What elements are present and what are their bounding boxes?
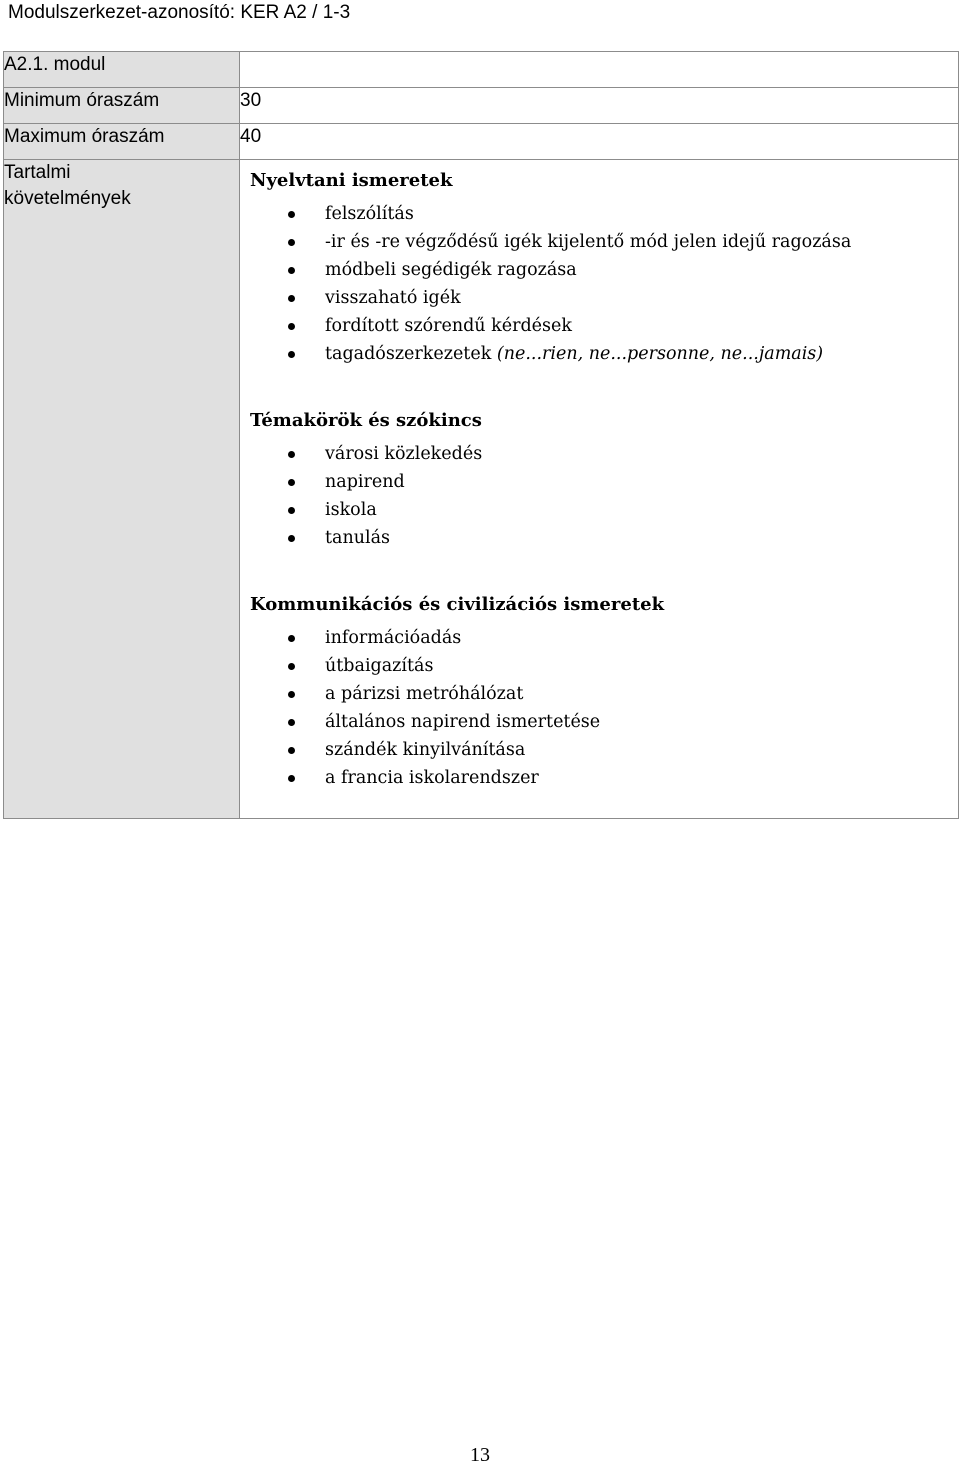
list-item-italic: (ne...rien, ne...personne, ne...jamais) bbox=[496, 344, 824, 364]
module-row bbox=[4, 52, 959, 88]
list-item-text: a francia iskolarendszer bbox=[325, 768, 539, 788]
list-item-text: -ir és -re végződésű igék kijelentő mód jelen idejű ragozása bbox=[325, 232, 852, 252]
topics-list bbox=[250, 440, 958, 552]
bullet-icon bbox=[288, 719, 295, 726]
list-item-text: módbeli segédigék ragozása bbox=[325, 260, 577, 280]
page-number: 13 bbox=[470, 1444, 490, 1466]
bullet-icon bbox=[288, 323, 295, 330]
min-hours-label: Minimum óraszám bbox=[4, 88, 240, 124]
list-item bbox=[250, 228, 958, 256]
list-item bbox=[250, 200, 958, 228]
max-hours-row bbox=[4, 124, 959, 160]
list-item-text: információadás bbox=[325, 628, 462, 648]
list-item bbox=[250, 736, 958, 764]
list-item-text: általános napirend ismertetése bbox=[325, 712, 601, 732]
list-item bbox=[250, 708, 958, 736]
list-item-text: városi közlekedés bbox=[325, 444, 483, 464]
bullet-icon bbox=[288, 211, 295, 218]
max-hours-value: 40 bbox=[240, 124, 959, 160]
list-item-text: tanulás bbox=[325, 528, 391, 548]
bullet-icon bbox=[288, 775, 295, 782]
list-item bbox=[250, 680, 958, 708]
bullet-icon bbox=[288, 663, 295, 670]
list-item-text: szándék kinyilvánítása bbox=[325, 740, 526, 760]
requirements-label-line2: követelmények bbox=[4, 188, 131, 209]
min-hours-row bbox=[4, 88, 959, 124]
bullet-icon bbox=[288, 507, 295, 514]
bullet-icon bbox=[288, 451, 295, 458]
list-item bbox=[250, 312, 958, 340]
bullet-icon bbox=[288, 239, 295, 246]
list-item bbox=[250, 624, 958, 652]
list-item bbox=[250, 256, 958, 284]
bullet-icon bbox=[288, 351, 295, 358]
list-item-text: iskola bbox=[325, 500, 377, 520]
list-item-text: fordított szórendű kérdések bbox=[325, 316, 572, 336]
bullet-icon bbox=[288, 535, 295, 542]
communication-list bbox=[250, 624, 958, 792]
bullet-icon bbox=[288, 267, 295, 274]
list-item bbox=[250, 764, 958, 792]
list-item bbox=[250, 340, 958, 368]
bullet-icon bbox=[288, 295, 295, 302]
list-item-text: útbaigazítás bbox=[325, 656, 434, 676]
list-item bbox=[250, 496, 958, 524]
bullet-icon bbox=[288, 747, 295, 754]
module-table bbox=[3, 51, 959, 819]
list-item-text: felszólítás bbox=[325, 204, 414, 224]
module-name: A2.1. modul bbox=[4, 52, 240, 88]
list-item-text: napirend bbox=[325, 472, 405, 492]
module-name-empty bbox=[240, 52, 959, 88]
max-hours-label: Maximum óraszám bbox=[4, 124, 240, 160]
list-item-text: visszaható igék bbox=[325, 288, 461, 308]
bullet-icon bbox=[288, 691, 295, 698]
list-item bbox=[250, 468, 958, 496]
bullet-icon bbox=[288, 479, 295, 486]
list-item-text: a párizsi metróhálózat bbox=[325, 684, 524, 704]
list-item bbox=[250, 652, 958, 680]
grammar-title: Nyelvtani ismeretek bbox=[250, 170, 453, 191]
requirements-label bbox=[4, 160, 240, 819]
list-item bbox=[250, 440, 958, 468]
grammar-list bbox=[250, 200, 958, 368]
communication-title: Kommunikációs és civilizációs ismeretek bbox=[250, 594, 665, 615]
list-item-text: tagadószerkezetek bbox=[325, 344, 492, 364]
requirements-label-line1: Tartalmi bbox=[4, 162, 71, 183]
min-hours-value: 30 bbox=[240, 88, 959, 124]
list-item bbox=[250, 524, 958, 552]
bullet-icon bbox=[288, 635, 295, 642]
requirements-row bbox=[4, 160, 959, 819]
document-header: Modulszerkezet-azonosító: KER A2 / 1-3 bbox=[8, 2, 351, 23]
list-item bbox=[250, 284, 958, 312]
topics-title: Témakörök és szókincs bbox=[250, 410, 482, 431]
requirements-content bbox=[240, 160, 959, 819]
